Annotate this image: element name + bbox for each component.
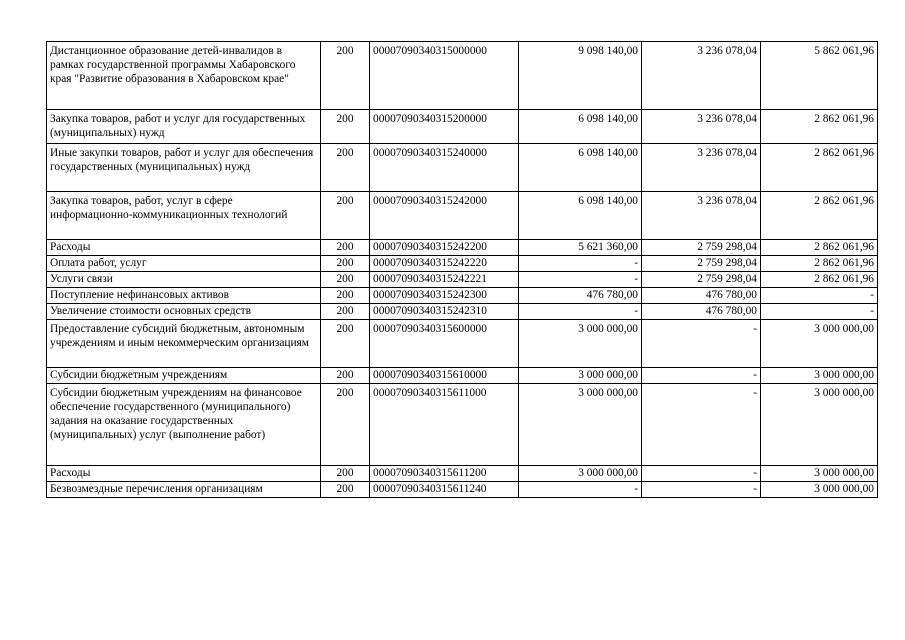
row-code-cell: 200 bbox=[321, 384, 370, 466]
row-classifier-cell: 00007090340315610000 bbox=[370, 368, 519, 384]
row-name-cell: Закупка товаров, работ, услуг в сфере информационно-коммуникационных технологий bbox=[47, 192, 321, 240]
row-code-cell: 200 bbox=[321, 144, 370, 192]
row-executed-cell: - bbox=[642, 384, 761, 466]
row-executed-cell: 2 759 298,04 bbox=[642, 256, 761, 272]
row-unexecuted-cell: 3 000 000,00 bbox=[761, 384, 878, 466]
row-executed-cell: - bbox=[642, 368, 761, 384]
row-unexecuted-cell: 3 000 000,00 bbox=[761, 368, 878, 384]
row-classifier-cell: 00007090340315242221 bbox=[370, 272, 519, 288]
row-name-cell: Иные закупки товаров, работ и услуг для обеспечения государственных (муниципальных) нужд bbox=[47, 144, 321, 192]
row-name-cell: Расходы bbox=[47, 466, 321, 482]
row-approved-cell: - bbox=[519, 256, 642, 272]
row-unexecuted-cell: 2 862 061,96 bbox=[761, 240, 878, 256]
row-executed-cell: 3 236 078,04 bbox=[642, 42, 761, 110]
row-code-cell: 200 bbox=[321, 482, 370, 498]
row-executed-cell: 2 759 298,04 bbox=[642, 240, 761, 256]
table-row bbox=[47, 320, 878, 368]
table-row bbox=[47, 304, 878, 320]
table-row bbox=[47, 482, 878, 498]
row-unexecuted-cell: - bbox=[761, 288, 878, 304]
row-code-cell: 200 bbox=[321, 240, 370, 256]
row-unexecuted-cell: - bbox=[761, 304, 878, 320]
row-approved-cell: 3 000 000,00 bbox=[519, 320, 642, 368]
row-executed-cell: - bbox=[642, 482, 761, 498]
row-code-cell: 200 bbox=[321, 42, 370, 110]
row-approved-cell: - bbox=[519, 272, 642, 288]
row-unexecuted-cell: 2 862 061,96 bbox=[761, 144, 878, 192]
row-unexecuted-cell: 2 862 061,96 bbox=[761, 272, 878, 288]
table-row bbox=[47, 288, 878, 304]
table-row bbox=[47, 272, 878, 288]
row-classifier-cell: 00007090340315242310 bbox=[370, 304, 519, 320]
row-name-cell: Закупка товаров, работ и услуг для государственных (муниципальных) нужд bbox=[47, 110, 321, 144]
row-name-cell: Услуги связи bbox=[47, 272, 321, 288]
row-code-cell: 200 bbox=[321, 288, 370, 304]
row-code-cell: 200 bbox=[321, 368, 370, 384]
row-approved-cell: 3 000 000,00 bbox=[519, 384, 642, 466]
row-classifier-cell: 00007090340315242200 bbox=[370, 240, 519, 256]
row-name-cell: Расходы bbox=[47, 240, 321, 256]
table-row bbox=[47, 42, 878, 110]
row-unexecuted-cell: 2 862 061,96 bbox=[761, 110, 878, 144]
table-row bbox=[47, 368, 878, 384]
row-executed-cell: 476 780,00 bbox=[642, 288, 761, 304]
row-unexecuted-cell: 3 000 000,00 bbox=[761, 320, 878, 368]
row-classifier-cell: 00007090340315000000 bbox=[370, 42, 519, 110]
table-row bbox=[47, 384, 878, 466]
row-approved-cell: - bbox=[519, 482, 642, 498]
row-classifier-cell: 00007090340315242000 bbox=[370, 192, 519, 240]
row-executed-cell: 2 759 298,04 bbox=[642, 272, 761, 288]
row-executed-cell: 476 780,00 bbox=[642, 304, 761, 320]
row-executed-cell: 3 236 078,04 bbox=[642, 192, 761, 240]
row-name-cell: Оплата работ, услуг bbox=[47, 256, 321, 272]
row-code-cell: 200 bbox=[321, 320, 370, 368]
row-classifier-cell: 00007090340315611000 bbox=[370, 384, 519, 466]
report-page bbox=[46, 41, 878, 498]
row-approved-cell: 5 621 360,00 bbox=[519, 240, 642, 256]
table-row bbox=[47, 110, 878, 144]
row-name-cell: Субсидии бюджетным учреждениям на финансовое обеспечение государственного (муниципального) задания на оказание государственных (муниципальных) услуг (выполнение работ) bbox=[47, 384, 321, 466]
row-name-cell: Субсидии бюджетным учреждениям bbox=[47, 368, 321, 384]
row-unexecuted-cell: 2 862 061,96 bbox=[761, 256, 878, 272]
row-classifier-cell: 00007090340315600000 bbox=[370, 320, 519, 368]
row-code-cell: 200 bbox=[321, 272, 370, 288]
row-unexecuted-cell: 3 000 000,00 bbox=[761, 482, 878, 498]
table-row bbox=[47, 256, 878, 272]
row-code-cell: 200 bbox=[321, 304, 370, 320]
row-classifier-cell: 00007090340315242220 bbox=[370, 256, 519, 272]
row-executed-cell: - bbox=[642, 466, 761, 482]
row-approved-cell: 6 098 140,00 bbox=[519, 192, 642, 240]
row-approved-cell: 9 098 140,00 bbox=[519, 42, 642, 110]
row-approved-cell: 3 000 000,00 bbox=[519, 368, 642, 384]
row-code-cell: 200 bbox=[321, 110, 370, 144]
row-approved-cell: 6 098 140,00 bbox=[519, 144, 642, 192]
table-row bbox=[47, 192, 878, 240]
row-approved-cell: 3 000 000,00 bbox=[519, 466, 642, 482]
row-approved-cell: 476 780,00 bbox=[519, 288, 642, 304]
table-row bbox=[47, 144, 878, 192]
table-row bbox=[47, 466, 878, 482]
row-name-cell: Дистанционное образование детей-инвалидов в рамках государственной программы Хабаровского края "Развитие образования в Хабаровском крае" bbox=[47, 42, 321, 110]
row-unexecuted-cell: 5 862 061,96 bbox=[761, 42, 878, 110]
row-executed-cell: 3 236 078,04 bbox=[642, 144, 761, 192]
row-classifier-cell: 00007090340315242300 bbox=[370, 288, 519, 304]
table-row bbox=[47, 240, 878, 256]
row-code-cell: 200 bbox=[321, 256, 370, 272]
row-code-cell: 200 bbox=[321, 192, 370, 240]
row-classifier-cell: 00007090340315611200 bbox=[370, 466, 519, 482]
expenditure-table bbox=[46, 41, 878, 498]
row-approved-cell: - bbox=[519, 304, 642, 320]
row-unexecuted-cell: 3 000 000,00 bbox=[761, 466, 878, 482]
row-classifier-cell: 00007090340315240000 bbox=[370, 144, 519, 192]
row-classifier-cell: 00007090340315611240 bbox=[370, 482, 519, 498]
row-executed-cell: 3 236 078,04 bbox=[642, 110, 761, 144]
row-name-cell: Безвозмездные перечисления организациям bbox=[47, 482, 321, 498]
row-approved-cell: 6 098 140,00 bbox=[519, 110, 642, 144]
table-body bbox=[47, 42, 878, 498]
row-unexecuted-cell: 2 862 061,96 bbox=[761, 192, 878, 240]
row-classifier-cell: 00007090340315200000 bbox=[370, 110, 519, 144]
row-name-cell: Предоставление субсидий бюджетным, автономным учреждениям и иным некоммерческим организациям bbox=[47, 320, 321, 368]
row-name-cell: Поступление нефинансовых активов bbox=[47, 288, 321, 304]
row-name-cell: Увеличение стоимости основных средств bbox=[47, 304, 321, 320]
row-executed-cell: - bbox=[642, 320, 761, 368]
row-code-cell: 200 bbox=[321, 466, 370, 482]
